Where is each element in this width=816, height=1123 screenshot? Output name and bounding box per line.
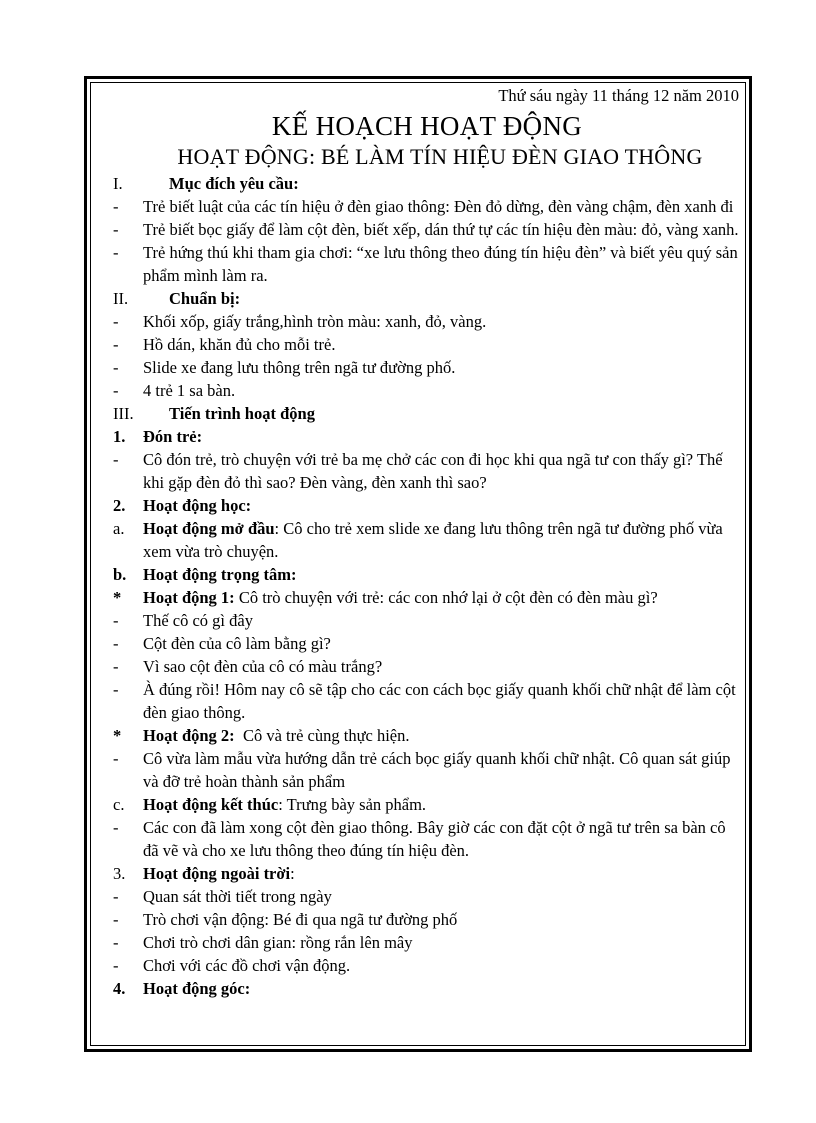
bullet: - bbox=[113, 312, 119, 331]
list-item: - À đúng rồi! Hôm nay cô sẽ tập cho các con cách bọc giấy quanh khối chữ nhật để làm cột đèn giao thông. bbox=[113, 680, 736, 722]
list-item: - Trẻ biết luật của các tín hiệu ở đèn giao thông: Đèn đỏ dừng, đèn vàng chậm, đèn xanh đi bbox=[113, 197, 734, 216]
section-number: III. bbox=[113, 404, 134, 423]
subsection-heading: 1. Đón trẻ: bbox=[113, 427, 203, 446]
activity-heading: * Hoạt động 2: Cô và trẻ cùng thực hiện. bbox=[113, 726, 410, 745]
list-item: - Cột đèn của cô làm bằng gì? bbox=[113, 634, 331, 653]
section-2-heading bbox=[113, 287, 741, 310]
bullet: - bbox=[113, 680, 119, 699]
activity-heading: * Hoạt động 1: Cô trò chuyện với trẻ: các con nhớ lại ở cột đèn có đèn màu gì? bbox=[113, 588, 658, 607]
bullet: - bbox=[113, 749, 119, 768]
section-3-heading bbox=[113, 402, 741, 425]
list-item: - Quan sát thời tiết trong ngày bbox=[113, 887, 332, 906]
page-subtitle: HOẠT ĐỘNG: BÉ LÀM TÍN HIỆU ĐÈN GIAO THÔNG bbox=[177, 144, 703, 169]
list-item: - Khối xốp, giấy trắng,hình tròn màu: xanh, đỏ, vàng. bbox=[113, 312, 487, 331]
list-item: - Cô vừa làm mẫu vừa hướng dẫn trẻ cách bọc giấy quanh khối chữ nhật. Cô quan sát giúp và đỡ trẻ hoàn thành sản phẩm bbox=[113, 749, 731, 791]
bullet: - bbox=[113, 197, 119, 216]
subsection-heading: 3. Hoạt động ngoài trời: bbox=[113, 864, 295, 883]
list-item: - Trẻ hứng thú khi tham gia chơi: “xe lưu thông theo đúng tín hiệu đèn” và biết yêu quý sản phẩm mình làm ra. bbox=[113, 243, 738, 285]
list-item: - Chơi với các đồ chơi vận động. bbox=[113, 956, 351, 975]
bullet: - bbox=[113, 220, 119, 239]
bullet: - bbox=[113, 657, 119, 676]
subsection-heading: 4. Hoạt động góc: bbox=[113, 979, 251, 998]
bullet: - bbox=[113, 450, 119, 469]
list-item: - Cô đón trẻ, trò chuyện với trẻ ba mẹ chở các con đi học khi qua ngã tư con thấy gì? Thế khi gặp đèn đỏ thì sao? Đèn vàng, đèn xanh thì sao? bbox=[113, 450, 723, 492]
subsection-item: c. Hoạt động kết thúc: Trưng bày sản phẩm. bbox=[113, 795, 427, 814]
section-number: II. bbox=[113, 289, 129, 308]
section-number: I. bbox=[113, 174, 123, 193]
list-item: - Vì sao cột đèn của cô có màu trắng? bbox=[113, 657, 383, 676]
list-item: - Chơi trò chơi dân gian: rồng rắn lên mây bbox=[113, 933, 413, 952]
bullet: - bbox=[113, 956, 119, 975]
list-item: - Các con đã làm xong cột đèn giao thông. Bây giờ các con đặt cột ở ngã tư trên sa bàn cô đã vẽ và cho xe lưu thông theo đúng tín hiệu đèn. bbox=[113, 818, 726, 860]
bullet: - bbox=[113, 243, 119, 262]
section-title: Mục đích yêu cầu: bbox=[169, 174, 299, 193]
bullet: - bbox=[113, 335, 119, 354]
subsection-heading: b. Hoạt động trọng tâm: bbox=[113, 565, 297, 584]
bullet: - bbox=[113, 634, 119, 653]
bullet: - bbox=[113, 381, 119, 400]
bullet: - bbox=[113, 358, 119, 377]
subsection-heading: 2. Hoạt động học: bbox=[113, 496, 252, 515]
bullet: - bbox=[113, 887, 119, 906]
bullet: - bbox=[113, 611, 119, 630]
asterisk-marker: * bbox=[113, 588, 122, 607]
list-item: - 4 trẻ 1 sa bàn. bbox=[113, 381, 236, 400]
list-item: - Hồ dán, khăn đủ cho mỗi trẻ. bbox=[113, 335, 336, 354]
bullet: - bbox=[113, 933, 119, 952]
list-item: - Trò chơi vận động: Bé đi qua ngã tư đường phố bbox=[113, 910, 458, 929]
page-title: KẾ HOẠCH HOẠT ĐỘNG bbox=[271, 111, 583, 141]
document-body bbox=[113, 84, 741, 1000]
section-title: Chuẩn bị: bbox=[169, 289, 241, 308]
list-item: - Slide xe đang lưu thông trên ngã tư đường phố. bbox=[113, 358, 456, 377]
section-1-heading bbox=[113, 172, 741, 195]
section-title: Tiến trình hoạt động bbox=[169, 404, 315, 423]
asterisk-marker: * bbox=[113, 726, 122, 745]
date-line: Thứ sáu ngày 11 tháng 12 năm 2010 bbox=[498, 86, 739, 105]
list-item: - Thế cô có gì đây bbox=[113, 611, 253, 630]
bullet: - bbox=[113, 910, 119, 929]
subsection-item: a. Hoạt động mở đầu: Cô cho trẻ xem slide xe đang lưu thông trên ngã tư đường phố vừa xem vừa trò chuyện. bbox=[113, 519, 723, 561]
bullet: - bbox=[113, 818, 119, 837]
list-item: - Trẻ biết bọc giấy để làm cột đèn, biết xếp, dán thứ tự các tín hiệu đèn màu: đỏ, vàng xanh. bbox=[113, 220, 739, 239]
